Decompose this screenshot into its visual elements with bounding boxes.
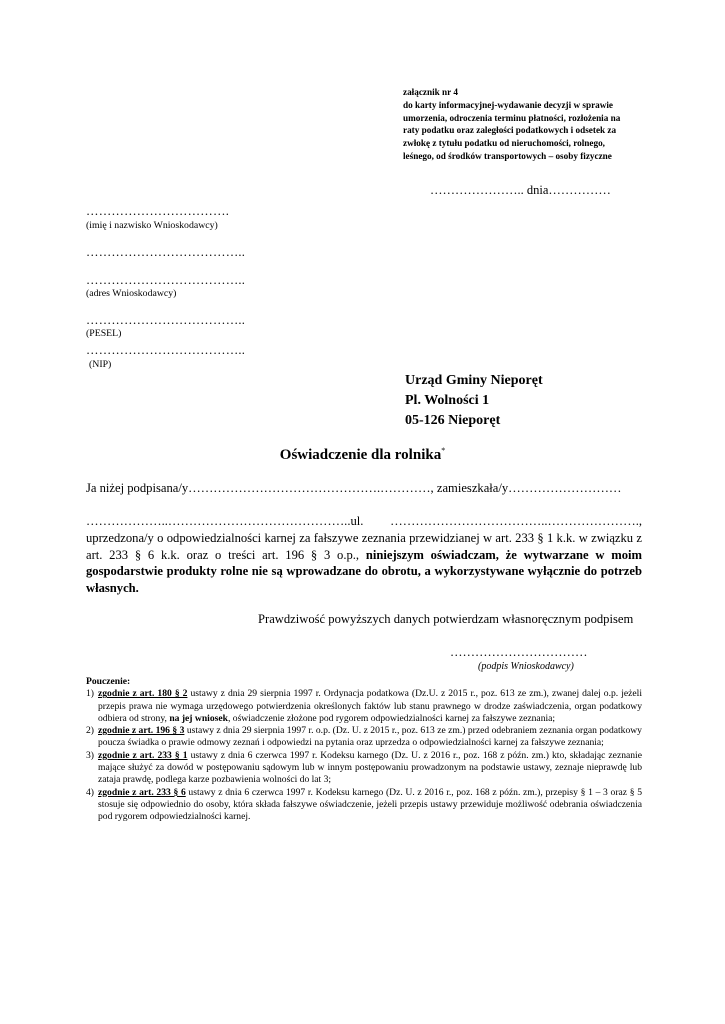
declaration-text: uprzedzona/y o odpowiedzialności karnej za fałszywe zeznania przewidzianej w art. 233 § 1 k.k. w związku z art. 233 § 6 k.k. oraz o treści art. 196 § 3 o.p., <box>86 531 642 562</box>
annex-line: raty podatku oraz zaległości podatkowych i odsetek za <box>403 125 617 136</box>
applicant-nip-field[interactable]: ……………………………….. <box>86 343 246 357</box>
street-field[interactable]: ………………………………..…………………., <box>390 514 642 528</box>
instruction-number: 1) <box>86 688 94 700</box>
instruction-text: ustawy z dnia 29 sierpnia 1997 r. o.p. (Dz. U. z 2015 r., poz. 613 ze zm.) przed odebraniem zeznania organ podatkowy poucza świadka o prawie odmowy zeznań i odpowiedzi na pytania oraz uprzedza o odpowiedzialności karnej za fałszywe zeznania; <box>98 725 642 749</box>
annex-line: umorzenia, odroczenia terminu płatności, rozłożenia na <box>403 112 621 123</box>
legal-reference: zgodnie z art. 233 § 1 <box>98 749 188 761</box>
applicant-address-field-2[interactable]: ……………………………….. <box>86 273 246 287</box>
legal-reference: zgodnie z art. 196 § 3 <box>98 725 185 737</box>
recipient-address <box>405 371 543 431</box>
footnote-mark: * <box>441 446 446 455</box>
annex-line: do karty informacyjnej-wydawanie decyzji w sprawie <box>403 99 614 110</box>
date-place-field[interactable]: ………………….. dnia…………… <box>430 183 611 197</box>
applicant-address-field-1[interactable]: ……………………………….. <box>86 245 246 259</box>
instruction-text: ustawy z dnia 6 czerwca 1997 r. Kodeksu karnego (Dz. U. z 2016 r., poz. 168 z późn. zm.) kto, składając zeznanie mające służyć za dowód w postępowaniu sądowym lub w innym postępowaniu prowadzonym na podstawie ustawy, zeznaje nieprawdę lub zataja prawdę, podlega karze pozbawienia wolności do lat 3; <box>98 749 642 786</box>
signature-label: (podpis Wnioskodawcy) <box>478 661 574 672</box>
applicant-pesel-field[interactable]: ……………………………….. <box>86 313 246 327</box>
declarant-line[interactable]: Ja niżej podpisana/y……………………………………….…………, zamieszkała/y……………………… <box>86 481 622 495</box>
annex-header <box>403 86 658 163</box>
instruction-number: 4) <box>86 786 94 798</box>
annex-line: leśnego, od środków transportowych – osoby fizyczne <box>403 150 612 161</box>
signature-field[interactable]: …………………………… <box>450 645 588 659</box>
declaration-paragraph <box>86 530 642 596</box>
instruction-emphasis: na jej wniosek <box>169 712 228 724</box>
document-title-text: Oświadczenie dla rolnika <box>279 447 442 463</box>
instruction-number: 2) <box>86 725 94 737</box>
instruction-text-end: , oświadczenie złożone pod rygorem odpowiedzialności karnej za fałszywe zeznania; <box>227 712 556 724</box>
instructions-heading: Pouczenie: <box>86 676 131 687</box>
instruction-text: ustawy z dnia 6 czerwca 1997 r. Kodeksu karnego (Dz. U. z 2016 r., poz. 168 z późn. zm.), przepisy § 1 – 3 oraz § 5 stosuje się odpowiednio do osoby, która składa fałszywe oświadczenie, jeżeli przepis ustawy przewiduje możliwość odebrania oświadczenia pod rygorem odpowiedzialności karnej. <box>98 786 642 823</box>
instruction-item <box>86 725 642 750</box>
instruction-item <box>86 688 642 725</box>
applicant-name-field[interactable]: ……………………………. <box>86 204 230 218</box>
instruction-text: ustawy z dnia 29 sierpnia 1997 r. Ordynacja podatkowa (Dz.U. z 2015 r., poz. 613 ze zm.), zwanej dalej o.p. jeżeli przepis prawa nie wymaga urzędowego potwierdzenia określonych faktów lub stanu prawnego w drodze zaświadczenia, organ podatkowy odbiera od strony, <box>98 688 642 724</box>
document-title <box>0 446 725 464</box>
annex-line: zwłokę z tytułu podatku od nieruchomości, rolnego, <box>403 138 605 149</box>
recipient-postal: 05-126 Nieporęt <box>405 413 501 428</box>
applicant-nip-label: (NIP) <box>89 359 112 370</box>
applicant-pesel-label: (PESEL) <box>86 328 122 339</box>
instruction-item <box>86 787 642 824</box>
recipient-name: Urząd Gminy Nieporęt <box>405 373 543 388</box>
applicant-address-label: (adres Wnioskodawcy) <box>86 288 177 299</box>
annex-line: załącznik nr 4 <box>403 87 458 97</box>
instruction-number: 3) <box>86 749 94 761</box>
recipient-street: Pl. Wolności 1 <box>405 393 490 408</box>
confirmation-text: Prawdziwość powyższych danych potwierdzam własnoręcznym podpisem <box>258 612 634 626</box>
instruction-item <box>86 750 642 787</box>
declaration-statement: niniejszym oświadczam, że wytwarzane w moim gospodarstwie produkty rolne nie są wprowadzane do obrotu, a wykorzystywane wyłącznie do potrzeb własnych. <box>86 547 642 595</box>
street-line[interactable] <box>86 513 642 530</box>
instructions-section <box>86 676 642 824</box>
legal-reference: zgodnie z art. 233 § 6 <box>98 786 186 798</box>
city-field[interactable]: ………………..……………………………………..ul. <box>86 514 364 528</box>
applicant-name-label: (imię i nazwisko Wnioskodawcy) <box>86 220 218 231</box>
legal-reference: zgodnie z art. 180 § 2 <box>98 688 188 700</box>
